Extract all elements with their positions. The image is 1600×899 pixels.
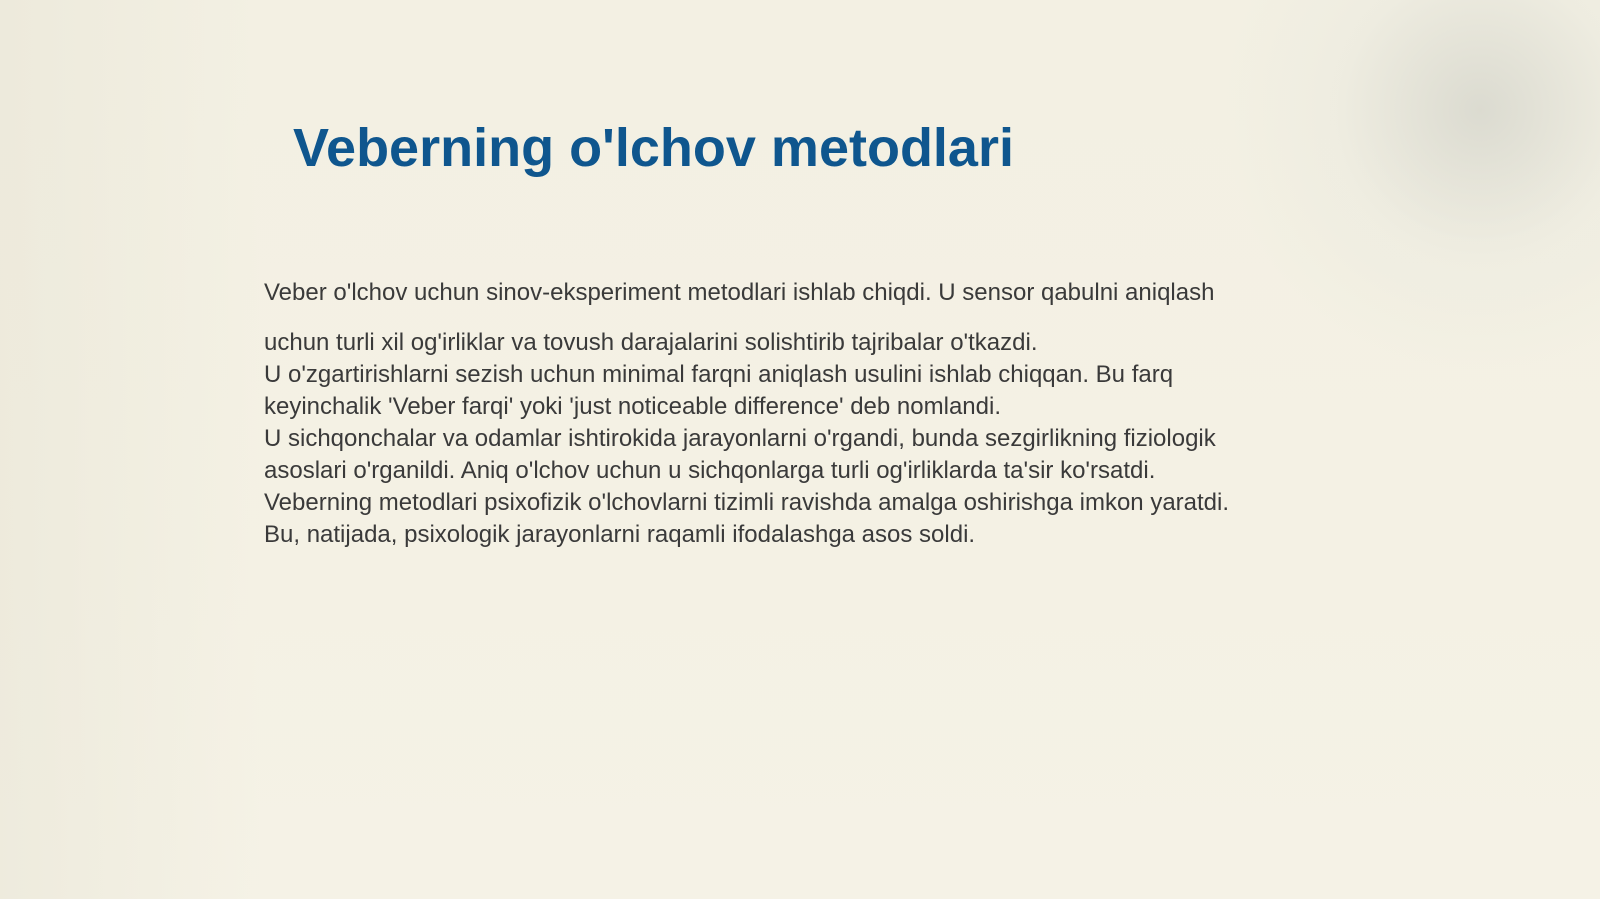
body-line: asoslari o'rganildi. Aniq o'lchov uchun u sichqonlarga turli og'irliklarda ta'sir ko'rsatdi.: [264, 457, 1156, 484]
body-line: Veberning metodlari psixofizik o'lchovlarni tizimli ravishda amalga oshirishga imkon yaratdi.: [264, 489, 1230, 516]
body-line: Bu, natijada, psixologik jarayonlarni raqamli ifodalashga asos soldi.: [264, 521, 976, 548]
body-line: uchun turli xil og'irliklar va tovush darajalarini solishtirib tajribalar o'tkazdi.: [264, 329, 1038, 356]
body-line: Veber o'lchov uchun sinov-eksperiment metodlari ishlab chiqdi. U sensor qabulni aniqlash: [264, 279, 1215, 306]
body-line: U sichqonchalar va odamlar ishtirokida jarayonlarni o'rgandi, bunda sezgirlikning fiziologik: [264, 425, 1216, 452]
body-line: keyinchalik 'Veber farqi' yoki 'just noticeable difference' deb nomlandi.: [264, 393, 1001, 420]
slide-body: [264, 277, 1364, 551]
slide-title: Veberning o'lchov metodlari: [293, 118, 1014, 178]
body-line: U o'zgartirishlarni sezish uchun minimal farqni aniqlash usulini ishlab chiqqan. Bu farq: [264, 361, 1174, 388]
background-shade: [0, 0, 260, 899]
